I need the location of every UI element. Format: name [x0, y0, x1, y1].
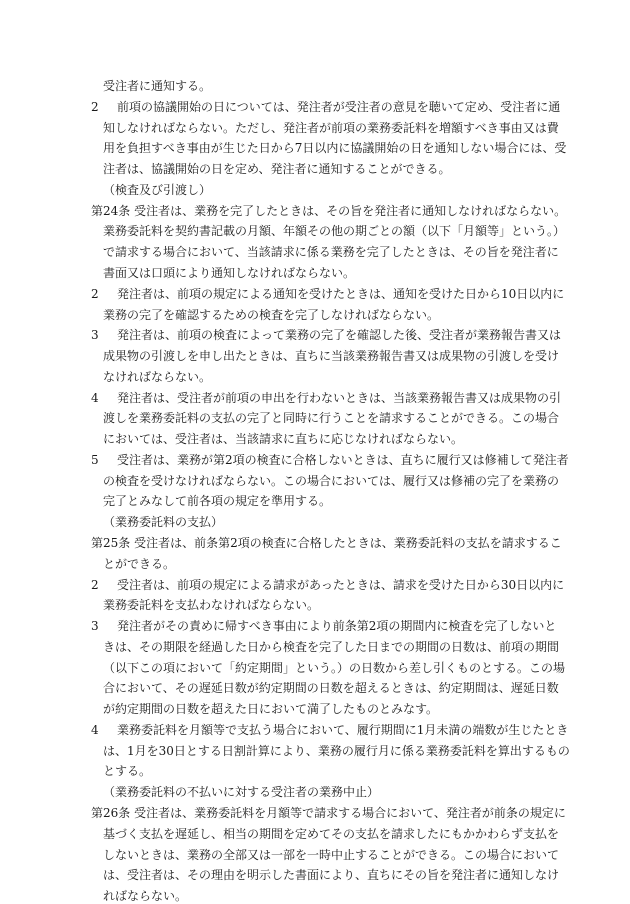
text-line: 完了とみなして前各項の規定を準用する。	[103, 494, 332, 509]
text-line: 用を負担すべき事由が生じた日から7日以内に協議開始の日を通知しない場合には、受	[103, 141, 567, 156]
section-heading: （検査及び引渡し）	[103, 182, 212, 197]
text-line: は、1月を30日とする日割計算により、業務の履行月に係る業務委託料を算出するもの	[103, 743, 570, 758]
text-line: 合において、その遅延日数が約定期間の日数を超えるときは、約定期間は、遅延日数	[103, 681, 559, 696]
text-line: 基づく支払を遅延し、相当の期間を定めてその支払を請求したにもかかわらず支払を	[103, 826, 560, 841]
text-line: きは、その期限を経過した日から検査を完了した日までの期間の日数は、前項の期間	[103, 639, 560, 654]
text-line: で請求する場合において、当該請求に係る業務を完了したときは、その旨を発注者に	[103, 245, 559, 260]
paragraph-number: 5	[91, 452, 99, 467]
text-line: 業務委託料を支払わなければならない。	[103, 598, 320, 613]
paragraph-number: 4	[91, 390, 99, 405]
paragraph-number: 3	[91, 619, 99, 633]
text-line: 知しなければならない。ただし、発注者が前項の業務委託料を増額すべき事由又は費	[103, 120, 559, 135]
text-line: 業務の完了を確認するための検査を完了しなければならない。	[103, 307, 440, 322]
article-heading: 第24条 受注者は、業務を完了したときは、その旨を発注者に通知しなければならない。	[91, 203, 567, 218]
text-line: 前項の協議開始の日については、発注者が受注者の意見を聴いて定め、受注者に通	[117, 99, 561, 114]
text-line: （以下この項において「約定期間」という。）の日数から差し引くものとする。この場	[103, 660, 566, 675]
text-line: 受注者は、業務が第2項の検査に合格しないときは、直ちに履行又は修補して発注者	[117, 452, 569, 467]
paragraph-number: 3	[91, 328, 99, 343]
text-line: しないときは、業務の全部又は一部を一時中止することができる。この場合において	[103, 847, 560, 862]
text-line: の検査を受けなければならない。この場合においては、履行又は修補の完了を業務の	[103, 473, 560, 488]
text-line: 書面又は口頭により通知しなければならない。	[103, 265, 356, 280]
paragraph-number: 2	[91, 286, 99, 301]
text-line: とができる。	[103, 556, 176, 571]
text-line: 渡しを業務委託料の支払の完了と同時に行うことを請求することができる。この場合	[103, 411, 560, 426]
text-line: 発注者がその責めに帰すべき事由により前条第2項の期間内に検査を完了しないと	[117, 619, 557, 633]
text-line: 発注者は、受注者が前項の申出を行わないときは、当該業務報告書又は成果物の引	[117, 390, 562, 405]
text-line: 発注者は、前項の検査によって業務の完了を確認した後、受注者が業務報告書又は	[117, 328, 562, 343]
text-line: が約定期間の日数を超えた日において満了したものとみなす。	[103, 702, 439, 717]
section-heading: （業務委託料の支払）	[103, 515, 224, 530]
text-line: 受注者に通知する。	[103, 79, 212, 93]
text-line: 注者は、協議開始の日を定め、発注者に通知することができる。	[103, 162, 451, 177]
article-heading: 第25条 受注者は、前条第2項の検査に合格したときは、業務委託料の支払を請求するこ	[91, 535, 562, 550]
paragraph-number: 2	[91, 99, 99, 114]
paragraph-number: 4	[91, 722, 99, 737]
text-line: なければならない。	[103, 369, 212, 384]
text-line: 受注者は、前項の規定による請求があったときは、請求を受けた日から30日以内に	[117, 577, 565, 592]
text-line: 成果物の引渡しを申し出たときは、直ちに当該業務報告書又は成果物の引渡しを受け	[103, 349, 560, 363]
text-line: とする。	[103, 764, 152, 779]
text-line: 発注者は、前項の規定による通知を受けたときは、通知を受けた日から10日以内に	[117, 286, 565, 301]
text-line: ればならない。	[103, 889, 188, 903]
paragraph-number: 2	[91, 577, 99, 592]
text-line: においては、受注者は、当該請求に直ちに応じなければならない。	[103, 432, 464, 447]
text-line: は、受注者は、その理由を明示した書面により、直ちにその旨を発注者に通知しなけ	[103, 868, 560, 883]
article-heading: 第26条 受注者は、業務委託料を月額等で請求する場合において、発注者が前条の規定に	[91, 805, 566, 820]
section-heading: （業務委託料の不払いに対する受注者の業務中止）	[103, 785, 380, 800]
text-line: 業務委託料を契約書記載の月額、年額その他の期ごとの額（以下「月額等」という。）	[103, 224, 566, 239]
text-line: 業務委託料を月額等で支払う場合において、履行期間に1月未満の端数が生じたとき	[117, 722, 569, 737]
